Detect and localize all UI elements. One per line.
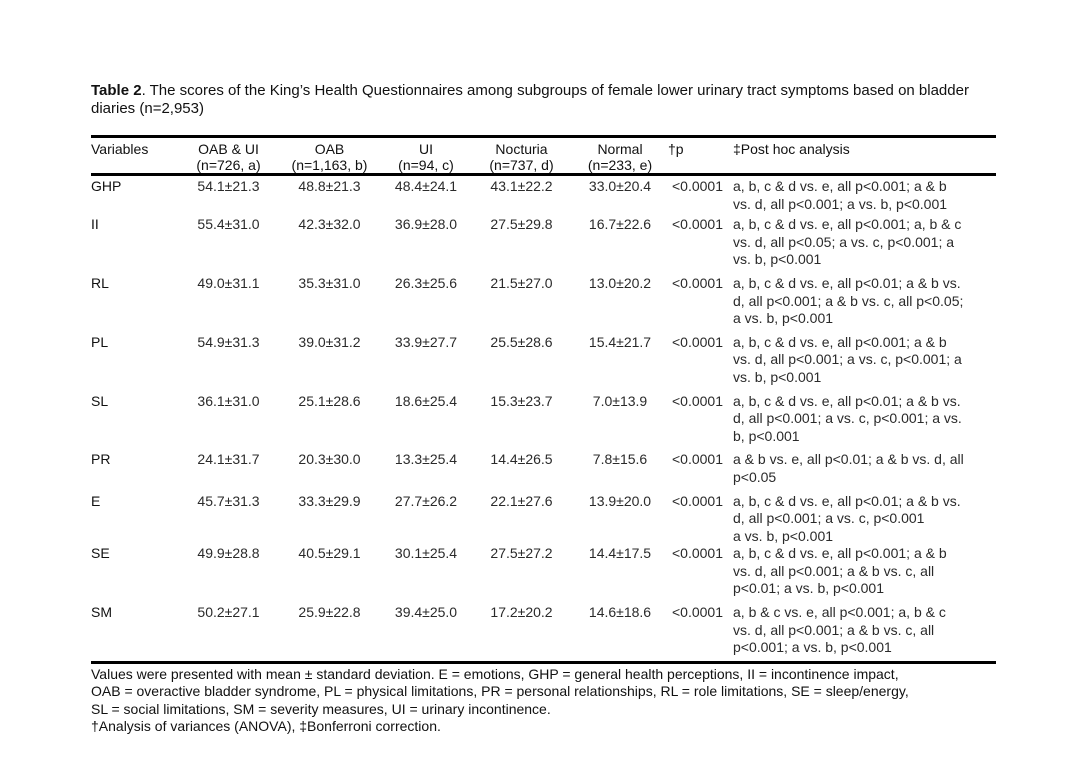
posthoc-line: p<0.05 — [733, 468, 777, 485]
cell-p-value: <0.0001 — [672, 451, 723, 468]
cell-p-value: <0.0001 — [672, 392, 723, 409]
posthoc-line: vs. d, all p<0.001; a & b vs. c, all — [733, 562, 935, 579]
posthoc-line: a, b & c vs. e, all p<0.001; a, b & c — [733, 604, 946, 621]
posthoc-line: p<0.01; a vs. b, p<0.001 — [733, 580, 885, 597]
footnote-line: †Analysis of variances (ANOVA), ‡Bonferroni correction. — [91, 718, 441, 735]
header-posthoc-sub — [733, 157, 996, 175]
header-oab-n: (n=1,163, b) — [278, 157, 381, 175]
cell-oabui: 36.1±31.0 — [197, 392, 260, 409]
cell-oabui: 49.0±31.1 — [197, 274, 260, 291]
cell-normal: 33.0±20.4 — [588, 178, 652, 194]
table-row — [91, 604, 996, 662]
cell-posthoc — [733, 451, 996, 492]
cell-oabui: 45.7±31.3 — [197, 492, 260, 509]
cell-posthoc — [733, 545, 996, 604]
posthoc-line: a vs. b, p<0.001 — [733, 310, 834, 327]
posthoc-line: a & b vs. e, all p<0.01; a & b vs. d, all — [733, 451, 964, 468]
posthoc-line: vs. d, all p<0.05; a vs. c, p<0.001; a — [733, 233, 955, 250]
cell-posthoc — [733, 275, 996, 334]
row-variable: PR — [91, 451, 111, 468]
header-oabui-n: (n=726, a) — [179, 157, 278, 175]
table-caption — [91, 82, 996, 118]
cell-oabui: 54.1±21.3 — [197, 178, 260, 194]
document — [91, 82, 996, 736]
posthoc-line: a, b, c & d vs. e, all p<0.001; a & b — [733, 333, 947, 350]
row-variable: SL — [91, 392, 109, 409]
row-variable: PL — [91, 333, 109, 350]
cell-nocturia: 27.5±27.2 — [490, 545, 553, 562]
cell-ui: 27.7±26.2 — [394, 492, 458, 509]
cell-posthoc — [733, 334, 996, 393]
cell-oab: 35.3±31.0 — [298, 274, 361, 291]
posthoc-line: d, all p<0.001; a vs. c, p<0.001 — [733, 510, 925, 527]
header-nocturia: Nocturia — [471, 137, 572, 158]
posthoc-line: vs. b, p<0.001 — [733, 251, 822, 268]
cell-ui: 30.1±25.4 — [394, 545, 458, 562]
row-variable: SE — [91, 545, 110, 562]
cell-ui: 33.9±27.7 — [394, 333, 458, 350]
cell-p-value: <0.0001 — [672, 216, 723, 233]
table-row — [91, 493, 996, 546]
table-footnote — [91, 666, 996, 736]
table-row — [91, 393, 996, 452]
cell-nocturia: 25.5±28.6 — [490, 333, 553, 350]
header-nocturia-n: (n=737, d) — [471, 157, 572, 175]
header-subrow — [91, 157, 996, 175]
cell-oabui: 50.2±27.1 — [179, 604, 278, 662]
cell-posthoc — [733, 493, 996, 546]
header-oabui: OAB & UI — [179, 137, 278, 158]
cell-p-value: <0.0001 — [672, 274, 723, 291]
posthoc-line: a, b, c & d vs. e, all p<0.01; a & b vs. — [733, 392, 961, 409]
table-title: . The scores of the King’s Health Questionnaires among subgroups of female lower urinary tract symptoms based on bladder diaries (n=2,953) — [91, 82, 969, 117]
cell-nocturia: 21.5±27.0 — [490, 274, 553, 291]
table-row — [91, 275, 996, 334]
cell-normal: 15.4±21.7 — [588, 333, 652, 350]
cell-p-value: <0.0001 — [668, 604, 733, 662]
cell-nocturia: 43.1±22.2 — [490, 178, 553, 194]
header-p: †p — [668, 137, 733, 158]
header-normal-n: (n=233, e) — [572, 157, 668, 175]
table-row — [91, 216, 996, 275]
posthoc-line: p<0.001; a vs. b, p<0.001 — [733, 639, 892, 656]
posthoc-line: a, b, c & d vs. e, all p<0.01; a & b vs. — [733, 492, 961, 509]
posthoc-line: vs. d, all p<0.001; a & b vs. c, all — [733, 621, 935, 638]
header-posthoc: ‡Post hoc analysis — [733, 137, 996, 158]
cell-p-value: <0.0001 — [672, 545, 723, 562]
cell-normal: 7.8±15.6 — [592, 451, 648, 468]
cell-posthoc — [733, 604, 996, 662]
posthoc-line: vs. b, p<0.001 — [733, 368, 822, 385]
cell-oab: 25.1±28.6 — [298, 392, 361, 409]
cell-oabui: 49.9±28.8 — [197, 545, 260, 562]
cell-oabui: 24.1±31.7 — [197, 451, 260, 468]
table-row — [91, 545, 996, 604]
table-row — [91, 451, 996, 492]
header-variables-sub — [91, 157, 179, 175]
header-row — [91, 137, 996, 158]
scores-table — [91, 135, 996, 664]
header-oab: OAB — [278, 137, 381, 158]
footnote-line: Values were presented with mean ± standard deviation. E = emotions, GHP = general health perceptions, II = incontinence impact, — [91, 665, 899, 682]
cell-nocturia: 17.2±20.2 — [471, 604, 572, 662]
header-p-sub — [668, 157, 733, 175]
row-variable: SM — [91, 604, 179, 662]
cell-normal: 16.7±22.6 — [588, 216, 652, 233]
cell-nocturia: 14.4±26.5 — [490, 451, 553, 468]
cell-normal: 14.4±17.5 — [588, 545, 652, 562]
cell-posthoc — [733, 393, 996, 452]
header-variables: Variables — [91, 137, 179, 158]
cell-oab: 33.3±29.9 — [298, 492, 361, 509]
table-label: Table 2 — [91, 82, 142, 99]
header-normal: Normal — [572, 137, 668, 158]
cell-posthoc — [733, 216, 996, 275]
footnote-line: SL = social limitations, SM = severity measures, UI = urinary incontinence. — [91, 700, 551, 717]
cell-oab: 39.0±31.2 — [298, 333, 361, 350]
table-row — [91, 175, 996, 217]
cell-p-value: <0.0001 — [672, 492, 723, 509]
cell-normal: 7.0±13.9 — [592, 392, 648, 409]
cell-ui: 36.9±28.0 — [394, 216, 458, 233]
posthoc-line: vs. d, all p<0.001; a vs. b, p<0.001 — [733, 195, 948, 212]
row-variable: RL — [91, 274, 109, 291]
cell-ui: 18.6±25.4 — [394, 392, 458, 409]
table-row — [91, 334, 996, 393]
cell-oab: 25.9±22.8 — [278, 604, 381, 662]
cell-oab: 40.5±29.1 — [298, 545, 361, 562]
posthoc-line: a, b, c & d vs. e, all p<0.001; a, b & c — [733, 216, 962, 233]
cell-oabui: 54.9±31.3 — [197, 333, 260, 350]
cell-normal: 14.6±18.6 — [572, 604, 668, 662]
cell-oab: 48.8±21.3 — [298, 178, 361, 194]
posthoc-line: vs. d, all p<0.001; a vs. c, p<0.001; a — [733, 351, 962, 368]
cell-oab: 42.3±32.0 — [298, 216, 361, 233]
cell-ui: 39.4±25.0 — [381, 604, 471, 662]
cell-oab: 20.3±30.0 — [298, 451, 361, 468]
posthoc-line: d, all p<0.001; a & b vs. c, all p<0.05; — [733, 292, 964, 309]
posthoc-line: d, all p<0.001; a vs. c, p<0.001; a vs. — [733, 410, 962, 427]
cell-normal: 13.0±20.2 — [588, 274, 652, 291]
cell-oabui: 55.4±31.0 — [197, 216, 260, 233]
row-variable: II — [91, 216, 99, 233]
cell-ui: 48.4±24.1 — [394, 178, 458, 194]
cell-nocturia: 27.5±29.8 — [490, 216, 553, 233]
header-ui-n: (n=94, c) — [381, 157, 471, 175]
row-variable: GHP — [91, 178, 122, 194]
header-ui: UI — [381, 137, 471, 158]
posthoc-line: a vs. b, p<0.001 — [733, 527, 834, 544]
row-variable: E — [91, 492, 101, 509]
cell-ui: 13.3±25.4 — [394, 451, 458, 468]
posthoc-line: a, b, c & d vs. e, all p<0.001; a & b — [733, 178, 947, 194]
cell-normal: 13.9±20.0 — [588, 492, 652, 509]
cell-nocturia: 22.1±27.6 — [490, 492, 553, 509]
cell-p-value: <0.0001 — [672, 178, 723, 194]
posthoc-line: a, b, c & d vs. e, all p<0.001; a & b — [733, 545, 947, 562]
footnote-line: OAB = overactive bladder syndrome, PL = physical limitations, PR = personal relationships, RL = role limitations, SE = sleep/energy, — [91, 683, 909, 700]
cell-posthoc — [733, 175, 996, 217]
posthoc-line: b, p<0.001 — [733, 427, 800, 444]
cell-p-value: <0.0001 — [672, 333, 723, 350]
cell-ui: 26.3±25.6 — [394, 274, 458, 291]
cell-nocturia: 15.3±23.7 — [490, 392, 553, 409]
table-body — [91, 175, 996, 663]
posthoc-line: a, b, c & d vs. e, all p<0.01; a & b vs. — [733, 274, 961, 291]
